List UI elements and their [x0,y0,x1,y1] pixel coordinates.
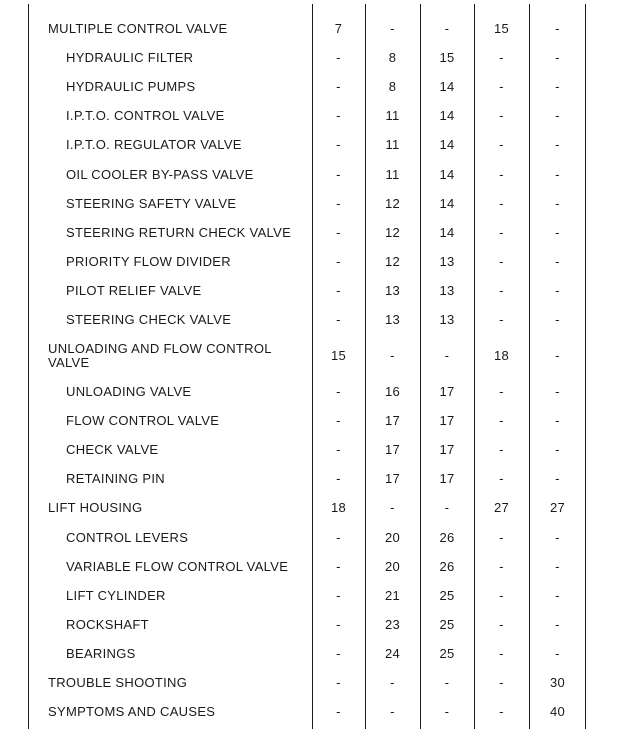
page-number-c5: - [555,50,560,66]
page-number-c3: 13 [439,311,455,327]
page-number-c1: - [336,224,341,240]
page-number-c3: 14 [439,224,455,240]
table-row [28,581,586,610]
page-number-c4: - [499,311,504,327]
page-number-c2: - [390,675,395,691]
page-number-c1: - [336,50,341,66]
page-number-c1: - [336,79,341,95]
page-number-c1: - [336,558,341,574]
page-number-c4: - [499,616,504,632]
page-number-c4: - [499,471,504,487]
page-number-c2: 20 [384,529,401,545]
section-title: MULTIPLE CONTROL VALVE [48,21,228,37]
component-name: ROCKSHAFT [66,616,149,632]
page-number-c1: - [336,442,341,458]
page-number-c5: - [555,253,560,269]
page-number-c3: 26 [439,529,455,545]
page-number-c5: 30 [549,675,566,691]
component-name: HYDRAULIC PUMPS [66,79,196,95]
page-number-c2: 12 [384,224,401,240]
page-number-c3: 14 [439,195,455,211]
table-row [28,377,586,406]
component-name: FLOW CONTROL VALVE [66,413,220,429]
page-number-c3: 14 [439,79,455,95]
section-title: TROUBLE SHOOTING [48,675,188,691]
page-number-c5: - [555,224,560,240]
page-number-c1: - [336,587,341,603]
page-number-c1: - [336,166,341,182]
table-row [28,639,586,668]
page-number-c3: 14 [439,137,455,153]
page-number-c5: - [555,21,560,37]
page-number-c3: 25 [439,645,455,661]
table-row [28,435,586,464]
table-row [28,218,586,247]
page-number-c4: - [499,50,504,66]
index-table-sheet [28,4,586,729]
table-row [28,697,586,726]
table-row [28,406,586,435]
page-number-c2: 16 [384,384,401,400]
table-row [28,101,586,130]
page-number-c5: - [555,166,560,182]
table-body [28,14,586,726]
page-number-c3: 17 [439,442,455,458]
page-number-c4: - [499,108,504,124]
page-number-c3: 14 [439,166,455,182]
page-number-c2: - [390,704,395,720]
table-row [28,493,586,522]
table-row [28,159,586,188]
page-number-c2: 17 [384,471,401,487]
page-number-c4: - [499,282,504,298]
page-number-c2: 23 [384,616,401,632]
page-number-c5: - [555,108,560,124]
page-number-c3: 25 [439,616,455,632]
component-name: I.P.T.O. CONTROL VALVE [66,108,225,124]
page-number-c4: - [499,195,504,211]
page-number-c1: - [336,704,341,720]
page-number-c2: 8 [388,50,397,66]
page-number-c1: 18 [330,500,347,516]
page-number-c3: 13 [439,253,455,269]
page-number-c1: - [336,413,341,429]
page-number-c5: 40 [549,704,566,720]
page-number-c2: 11 [385,166,400,182]
page-number-c4: - [499,587,504,603]
page-number-c1: - [336,675,341,691]
page-number-c5: - [555,79,560,95]
page-number-c5: - [555,587,560,603]
page-number-c3: 26 [439,558,455,574]
page-number-c4: 18 [493,348,510,364]
component-name: BEARINGS [66,645,136,661]
component-name: STEERING RETURN CHECK VALVE [66,224,292,240]
page-number-c2: 12 [384,253,401,269]
component-name: PRIORITY FLOW DIVIDER [66,253,231,269]
page-number-c1: - [336,471,341,487]
page-number-c4: - [499,166,504,182]
component-name: HYDRAULIC FILTER [66,50,194,66]
table-row [28,464,586,493]
page-number-c2: - [390,500,395,516]
page-reference-table [28,14,586,726]
page-number-c3: 17 [439,413,455,429]
table-row [28,552,586,581]
page-number-c1: - [336,137,341,153]
page-number-c3: - [444,704,450,720]
page-number-c5: - [555,348,560,364]
page-number-c5: - [555,558,560,574]
component-name: RETAINING PIN [66,471,166,487]
page-number-c4: - [499,79,504,95]
page-number-c3: 15 [439,50,455,66]
section-title: SYMPTOMS AND CAUSES [48,704,216,720]
table-row [28,189,586,218]
page-number-c2: - [390,348,395,364]
page-number-c3: 25 [439,587,455,603]
page-number-c4: - [499,413,504,429]
page-number-c2: 20 [384,558,401,574]
page-number-c3: - [444,675,450,691]
page-number-c3: - [444,21,450,37]
page-number-c4: 15 [493,21,510,37]
component-name: VARIABLE FLOW CONTROL VALVE [66,558,289,574]
page-number-c1: - [336,195,341,211]
table-row [28,334,586,377]
page-number-c4: - [499,529,504,545]
page-number-c5: - [555,471,560,487]
component-name: LIFT CYLINDER [66,587,166,603]
page-number-c1: - [336,529,341,545]
page-number-c5: 27 [549,500,566,516]
page-number-c5: - [555,529,560,545]
table-row [28,130,586,159]
page-number-c1: 15 [330,348,347,364]
page-number-c2: 17 [384,413,401,429]
page-number-c1: 7 [334,21,343,37]
component-name: STEERING CHECK VALVE [66,311,232,327]
page-number-c4: - [499,704,504,720]
page-number-c2: 13 [384,311,401,327]
table-row [28,305,586,334]
table-row [28,610,586,639]
component-name: PILOT RELIEF VALVE [66,282,202,298]
section-title: UNLOADING AND FLOW CONTROL VALVE [48,340,272,370]
table-row [28,247,586,276]
page-number-c4: - [499,137,504,153]
table-row [28,523,586,552]
page-number-c3: - [444,500,450,516]
page-number-c1: - [336,384,341,400]
page-number-c2: 8 [388,79,397,95]
page-number-c4: - [499,442,504,458]
table-row [28,43,586,72]
page-number-c4: - [499,675,504,691]
page-number-c5: - [555,282,560,298]
page-number-c1: - [336,311,341,327]
table-row [28,276,586,305]
page-number-c1: - [336,645,341,661]
page-number-c5: - [555,645,560,661]
component-name: CONTROL LEVERS [66,529,189,545]
page-number-c2: 11 [385,137,400,153]
page-number-c5: - [555,442,560,458]
page-number-c4: - [499,384,504,400]
page-number-c4: - [499,645,504,661]
component-name: UNLOADING VALVE [66,384,192,400]
page-number-c5: - [555,311,560,327]
page-number-c4: - [499,224,504,240]
page-number-c2: 17 [384,442,401,458]
page-number-c3: 17 [439,384,455,400]
page-number-c3: - [444,348,450,364]
table-row [28,14,586,43]
component-name: I.P.T.O. REGULATOR VALVE [66,137,242,153]
page-number-c5: - [555,616,560,632]
page-number-c3: 13 [439,282,455,298]
page-number-c5: - [555,195,560,211]
component-name: CHECK VALVE [66,442,159,458]
page-number-c2: 24 [384,645,401,661]
page-number-c2: 21 [384,587,401,603]
page-number-c4: - [499,253,504,269]
page-number-c5: - [555,384,560,400]
page-number-c1: - [336,108,341,124]
page-number-c2: 13 [384,282,401,298]
page-number-c2: 11 [385,108,400,124]
table-row [28,72,586,101]
section-title: LIFT HOUSING [48,500,143,516]
page-number-c1: - [336,253,341,269]
page-number-c5: - [555,137,560,153]
page-number-c1: - [336,616,341,632]
page-number-c4: 27 [493,500,510,516]
page-number-c3: 17 [439,471,455,487]
page-number-c2: - [390,21,395,37]
component-name: OIL COOLER BY-PASS VALVE [66,166,254,182]
page-number-c3: 14 [439,108,455,124]
page-number-c1: - [336,282,341,298]
component-name: STEERING SAFETY VALVE [66,195,237,211]
page-number-c2: 12 [384,195,401,211]
table-row [28,668,586,697]
page-number-c4: - [499,558,504,574]
page-number-c5: - [555,413,560,429]
